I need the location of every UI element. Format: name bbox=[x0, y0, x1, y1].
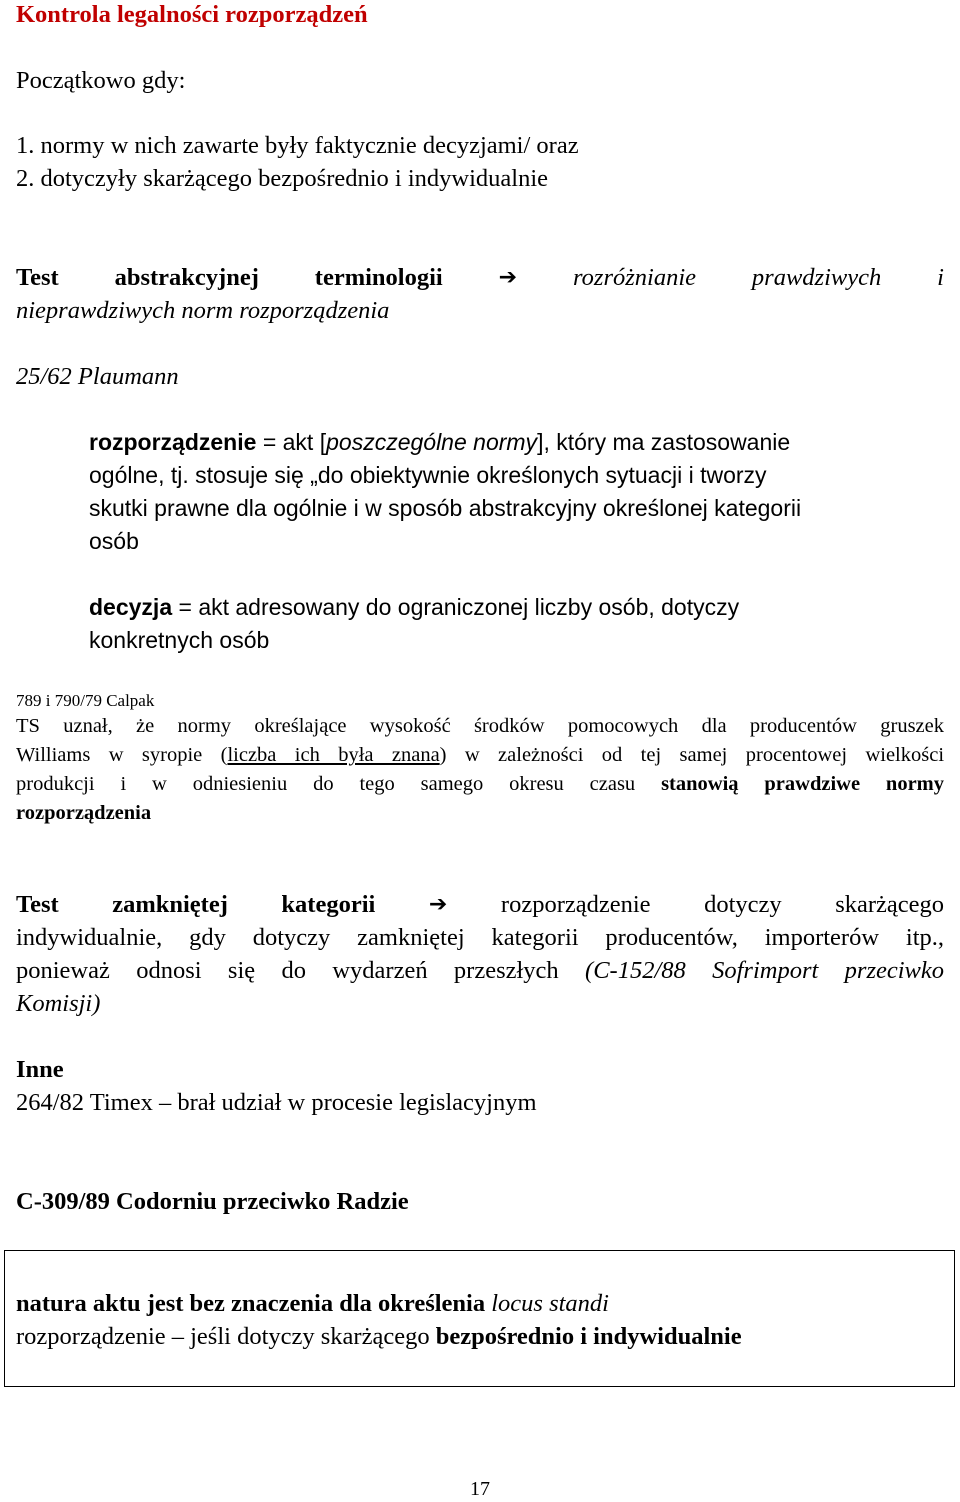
case-codorniu: C-309/89 Codorniu przeciwko Radzie bbox=[16, 1188, 409, 1215]
calpak-line-1: TS uznał, że normy określające wysokość środków pomocowych dla producentów gruszek bbox=[16, 715, 944, 737]
calpak-line-4: rozporządzenia bbox=[16, 802, 152, 824]
regulation-def-line3: skutki prawne dla ogólnie i w sposób abstrakcyjny określonej kategorii bbox=[89, 495, 802, 521]
calpak-line-2a: Williams w syropie ( bbox=[16, 744, 228, 766]
test-closed-line-4: Komisji) bbox=[16, 990, 101, 1017]
calpak-line-2b: ) w zależności od tej samej procentowej wielkości bbox=[439, 744, 945, 766]
test-abstract-result: rozróżnianie prawdziwych i bbox=[573, 264, 944, 291]
box-line-2-bold: bezpośrednio i indywidualnie bbox=[435, 1323, 742, 1350]
case-calpak: 789 i 790/79 Calpak bbox=[16, 691, 155, 710]
regulation-def-line4: osób bbox=[89, 528, 139, 554]
calpak-bold: stanowią prawdziwe normy bbox=[661, 773, 944, 795]
regulation-def-part1: = akt [ bbox=[262, 429, 327, 455]
case-sofrimport: (C-152/88 Sofrimport przeciwko bbox=[585, 957, 944, 984]
right-arrow-icon: ➔ bbox=[428, 892, 448, 917]
calpak-line-3a: produkcji i w odniesieniu do tego samego okresu czasu bbox=[16, 773, 662, 795]
test-closed-line-3 bbox=[16, 954, 944, 987]
test-abstract-line bbox=[16, 261, 944, 294]
test-abstract-label: Test abstrakcyjnej terminologii bbox=[16, 264, 443, 291]
regulation-definition bbox=[89, 426, 790, 459]
test-closed-rest: rozporządzenie dotyczy skarżącego bbox=[500, 891, 945, 918]
calpak-paragraph bbox=[16, 712, 944, 828]
case-timex: 264/82 Timex – brał udział w procesie legislacyjnym bbox=[16, 1089, 537, 1116]
calpak-line-3 bbox=[16, 770, 944, 799]
right-arrow-icon: ➔ bbox=[498, 265, 518, 290]
decision-def-line2: konkretnych osób bbox=[89, 627, 270, 653]
regulation-def-italic: poszczególne normy bbox=[326, 429, 538, 455]
test-abstract-justified bbox=[16, 261, 944, 294]
case-plaumann: 25/62 Plaumann bbox=[16, 363, 179, 390]
test-closed-line-3a: ponieważ odnosi się do wydarzeń przeszłych bbox=[16, 957, 559, 984]
intro-heading: Początkowo gdy: bbox=[16, 67, 186, 94]
page-number: 17 bbox=[470, 1478, 490, 1500]
test-closed-line-1 bbox=[16, 888, 944, 921]
box-line-1-italic: locus standi bbox=[491, 1290, 609, 1317]
intro-item-2: 2. dotyczyły skarżącego bezpośrednio i indywidualnie bbox=[16, 165, 549, 192]
test-abstract-result-cont: nieprawdziwych norm rozporządzenia bbox=[16, 297, 390, 324]
decision-def: = akt adresowany do ograniczonej liczby osób, dotyczy bbox=[178, 594, 740, 620]
other-heading: Inne bbox=[16, 1056, 64, 1083]
decision-term: decyzja bbox=[89, 594, 173, 620]
calpak-underlined: liczba ich była znana bbox=[227, 744, 440, 766]
regulation-term: rozporządzenie bbox=[89, 429, 257, 455]
test-closed-label: Test zamkniętej kategorii bbox=[16, 891, 376, 918]
test-closed-line-2: indywidualnie, gdy dotyczy zamkniętej kategorii producentów, importerów itp., bbox=[16, 924, 944, 951]
box-line-1 bbox=[16, 1287, 609, 1320]
regulation-def-line2: ogólne, tj. stosuje się „do obiektywnie określonych sytuacji i tworzy bbox=[89, 462, 767, 488]
decision-definition bbox=[89, 591, 739, 624]
page-title: Kontrola legalności rozporządzeń bbox=[16, 1, 368, 28]
box-line-2-plain: rozporządzenie – jeśli dotyczy skarżącego bbox=[16, 1323, 436, 1350]
box-line-2 bbox=[16, 1320, 742, 1353]
box-line-1-bold: natura aktu jest bez znaczenia dla określenia bbox=[16, 1290, 492, 1317]
calpak-line-2 bbox=[16, 741, 944, 770]
regulation-def-part2: ], który ma zastosowanie bbox=[537, 429, 791, 455]
intro-item-1: 1. normy w nich zawarte były faktycznie decyzjami/ oraz bbox=[16, 132, 579, 159]
test-closed-paragraph bbox=[16, 888, 944, 1020]
